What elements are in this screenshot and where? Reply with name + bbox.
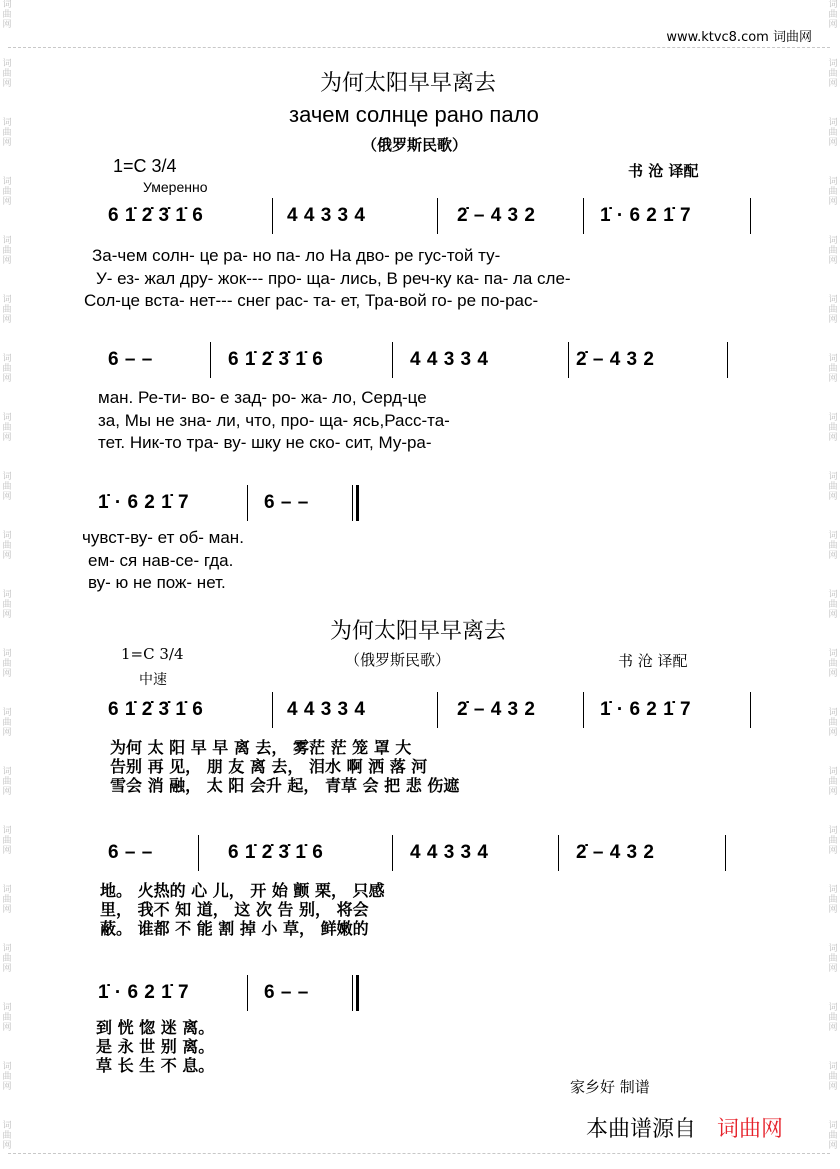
watermark-glyph: 词 曲 网 — [828, 1062, 838, 1092]
tempo-marking: Умеренно — [143, 179, 208, 195]
section-title-cn: 为何太阳早早离去 — [330, 619, 507, 644]
barline — [725, 835, 726, 871]
lyric-line: 草 长 生 不 息。 — [96, 1056, 215, 1075]
lyric-line: 为何 太 阳 早 早 离 去， 雾茫 茫 笼 罩 大 — [110, 738, 412, 757]
watermark-glyph: 词 曲 网 — [828, 236, 838, 266]
watermark-glyph: 词 曲 网 — [828, 944, 838, 974]
watermark-glyph: 词 曲 网 — [2, 531, 12, 561]
watermark-glyph: 词 曲 网 — [828, 767, 838, 797]
barline — [247, 975, 248, 1011]
watermark-glyph: 词 曲 网 — [2, 295, 12, 325]
measure: 1̇ · 6 2 1̇ 7 — [98, 982, 190, 1003]
barline — [247, 485, 248, 521]
measure: 2̇ – 4 3 2 — [457, 205, 536, 226]
measure: 6 – – — [264, 492, 309, 513]
watermark-glyph: 词 曲 网 — [2, 649, 12, 679]
watermark-glyph: 词 曲 网 — [828, 295, 838, 325]
watermark-glyph: 词 曲 网 — [2, 0, 12, 30]
measure: 6 1̇ 2̇ 3̇ 1̇ 6 — [228, 842, 324, 863]
measure: 4 4 3 3 4 — [287, 699, 366, 720]
watermark-glyph: 词 曲 网 — [828, 885, 838, 915]
credit: 书 沧 译配 — [618, 652, 688, 670]
transcriber-credit: 家乡好 制谱 — [570, 1078, 650, 1096]
measure: 6 – – — [264, 982, 309, 1003]
site-header[interactable] — [666, 26, 812, 45]
barline — [558, 835, 559, 871]
watermark-glyph: 词 曲 网 — [828, 708, 838, 738]
site-name[interactable]: 词曲网 — [772, 30, 812, 45]
page-title-cn: 为何太阳早早离去 — [320, 71, 497, 96]
key-signature: 1=C 3/4 — [113, 156, 177, 176]
measure: 1̇ · 6 2 1̇ 7 — [600, 205, 692, 226]
lyric-line: 到 恍 惚 迷 离。 — [96, 1018, 215, 1037]
barline — [727, 342, 728, 378]
watermark-glyph: 词 曲 网 — [828, 59, 838, 89]
watermark-glyph: 词 曲 网 — [2, 1003, 12, 1033]
genre-label: （俄罗斯民歌） — [362, 136, 468, 154]
measure: 2̇ – 4 3 2 — [576, 842, 655, 863]
barline — [750, 198, 751, 234]
measure: 1̇ · 6 2 1̇ 7 — [600, 699, 692, 720]
source-text: 本曲谱源自 — [586, 1117, 697, 1142]
measure: 4 4 3 3 4 — [287, 205, 366, 226]
watermark-glyph: 词 曲 网 — [2, 472, 12, 502]
measure: 6 – – — [108, 842, 153, 863]
watermark-glyph: 词 曲 网 — [828, 1003, 838, 1033]
measure: 1̇ · 6 2 1̇ 7 — [98, 492, 190, 513]
barline-final — [356, 485, 359, 521]
lyric-line: 是 永 世 别 离。 — [96, 1037, 215, 1056]
barline — [583, 692, 584, 728]
lyric-line: чувст-ву- ет об- ман. — [82, 528, 244, 547]
barline — [583, 198, 584, 234]
watermark-glyph: 词 曲 网 — [2, 59, 12, 89]
barline — [437, 198, 438, 234]
barline — [392, 835, 393, 871]
lyric-line: 雪会 消 融， 太 阳 会升 起， 青草 会 把 悲 伤遮 — [110, 776, 460, 795]
watermark-glyph: 词 曲 网 — [2, 1062, 12, 1092]
lyric-line: Сол-це вста- нет--- снег рас- та- ет, Тра-вой го- ре по-рас- — [84, 291, 539, 310]
credit: 书 沧 译配 — [628, 162, 699, 180]
watermark-glyph: 词 曲 网 — [2, 118, 12, 148]
barline — [272, 692, 273, 728]
watermark-glyph: 词 曲 网 — [2, 885, 12, 915]
barline — [750, 692, 751, 728]
measure: 2̇ – 4 3 2 — [457, 699, 536, 720]
barline — [272, 198, 273, 234]
watermark-glyph: 词 曲 网 — [2, 767, 12, 797]
lyric-line: ву- ю не пож- нет. — [88, 573, 226, 592]
watermark-glyph: 词 曲 网 — [828, 649, 838, 679]
lyric-line: ем- ся нав-се- гда. — [88, 551, 234, 570]
divider — [8, 47, 830, 48]
measure: 6 1̇ 2̇ 3̇ 1̇ 6 — [228, 349, 324, 370]
watermark-glyph: 词 曲 网 — [828, 354, 838, 384]
lyric-line: 告别 再 见， 朋 友 离 去， 泪水 啊 洒 落 河 — [110, 757, 428, 776]
tempo-marking: 中速 — [139, 672, 167, 688]
watermark-glyph: 词 曲 网 — [828, 118, 838, 148]
lyric-line: за, Мы не зна- ли, что, про- ща- ясь,Расс-та- — [98, 411, 450, 430]
barline-final — [352, 485, 353, 521]
lyric-line: У- ез- жал дру- жок--- про- ща- лись, В реч-ку ка- па- ла сле- — [96, 269, 571, 288]
watermark-glyph: 词 曲 网 — [828, 1121, 838, 1151]
measure: 6 – – — [108, 349, 153, 370]
lyric-line: 地。 火热的 心 儿， 开 始 颤 栗， 只感 — [100, 881, 385, 900]
watermark-glyph: 词 曲 网 — [828, 590, 838, 620]
lyric-line: ман. Ре-ти- во- е зад- ро- жа- ло, Серд-це — [98, 388, 427, 407]
source-brand-link[interactable]: 词曲网 — [717, 1117, 784, 1142]
watermark-glyph: 词 曲 网 — [2, 354, 12, 384]
watermark-glyph: 词 曲 网 — [828, 177, 838, 207]
barline — [198, 835, 199, 871]
measure: 6 1̇ 2̇ 3̇ 1̇ 6 — [108, 205, 204, 226]
measure: 4 4 3 3 4 — [410, 842, 489, 863]
watermark-glyph: 词 曲 网 — [828, 826, 838, 856]
barline-final — [352, 975, 353, 1011]
lyric-line: 里， 我不 知 道， 这 次 告 别， 将会 — [100, 900, 369, 919]
watermark-glyph: 词 曲 网 — [2, 826, 12, 856]
key-signature: 1=C 3/4 — [121, 645, 184, 663]
barline — [568, 342, 569, 378]
watermark-glyph: 词 曲 网 — [2, 413, 12, 443]
watermark-glyph: 词 曲 网 — [2, 1121, 12, 1151]
source-footer — [586, 1112, 783, 1143]
barline — [437, 692, 438, 728]
barline — [392, 342, 393, 378]
watermark-glyph: 词 曲 网 — [2, 944, 12, 974]
watermark-right — [826, 0, 840, 1169]
site-url[interactable]: www.ktvc8.com — [666, 30, 769, 45]
watermark-glyph: 词 曲 网 — [2, 236, 12, 266]
measure: 2̇ – 4 3 2 — [576, 349, 655, 370]
watermark-glyph: 词 曲 网 — [2, 708, 12, 738]
watermark-glyph: 词 曲 网 — [2, 177, 12, 207]
page-title-ru: зачем солнце рано пало — [289, 102, 539, 127]
watermark-glyph: 词 曲 网 — [828, 472, 838, 502]
divider — [8, 1153, 830, 1154]
watermark-glyph: 词 曲 网 — [828, 0, 838, 30]
measure: 6 1̇ 2̇ 3̇ 1̇ 6 — [108, 699, 204, 720]
barline — [210, 342, 211, 378]
watermark-left — [0, 0, 14, 1169]
lyric-line: 蔽。 谁都 不 能 割 掉 小 草， 鲜嫩的 — [100, 919, 369, 938]
lyric-line: тет. Ник-то тра- ву- шку не ско- сит, Му-ра- — [98, 433, 432, 452]
genre-label: （俄罗斯民歌） — [345, 651, 451, 669]
watermark-glyph: 词 曲 网 — [2, 590, 12, 620]
watermark-glyph: 词 曲 网 — [828, 413, 838, 443]
barline-final — [356, 975, 359, 1011]
measure: 4 4 3 3 4 — [410, 349, 489, 370]
lyric-line: За-чем солн- це ра- но па- ло На дво- ре гус-той ту- — [92, 246, 501, 265]
watermark-glyph: 词 曲 网 — [828, 531, 838, 561]
